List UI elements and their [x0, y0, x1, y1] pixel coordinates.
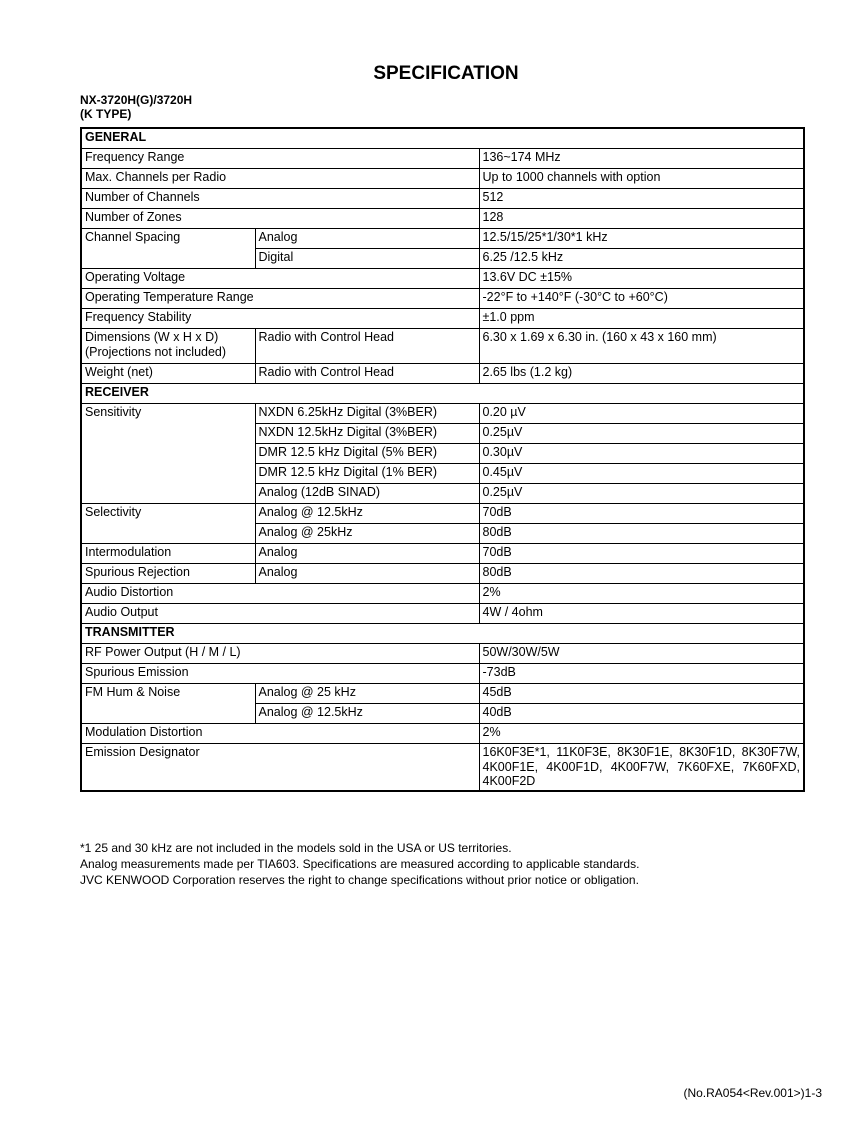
table-row: [81, 744, 804, 792]
table-row: [81, 269, 804, 289]
table-row: [81, 504, 804, 524]
table-row: [81, 644, 804, 664]
table-row: [81, 404, 804, 424]
spec-label: Spurious Rejection: [81, 564, 255, 584]
page-title: SPECIFICATION: [373, 63, 519, 84]
model-type: (K TYPE): [80, 107, 132, 121]
spec-condition: Radio with Control Head: [255, 329, 479, 364]
spec-condition: NXDN 6.25kHz Digital (3%BER): [255, 404, 479, 424]
spec-label: Audio Output: [81, 604, 479, 624]
spec-value: 2%: [479, 584, 804, 604]
spec-value: 0.45µV: [479, 464, 804, 484]
footnote: Analog measurements made per TIA603. Specifications are measured according to applicable standards.: [80, 857, 640, 871]
section-row-general: [81, 128, 804, 149]
table-row: [81, 309, 804, 329]
spec-label: FM Hum & Noise: [81, 684, 255, 724]
spec-value: Up to 1000 channels with option: [479, 169, 804, 189]
spec-condition: Analog @ 25 kHz: [255, 684, 479, 704]
specification-table: [80, 127, 805, 792]
spec-value: ±1.0 ppm: [479, 309, 804, 329]
spec-value: -22°F to +140°F (-30°C to +60°C): [479, 289, 804, 309]
spec-label: RF Power Output (H / M / L): [81, 644, 479, 664]
spec-value: 80dB: [479, 564, 804, 584]
spec-condition: Digital: [255, 249, 479, 269]
spec-value: 6.25 /12.5 kHz: [479, 249, 804, 269]
spec-value: 2.65 lbs (1.2 kg): [479, 364, 804, 384]
spec-value: 0.25µV: [479, 424, 804, 444]
table-row: [81, 724, 804, 744]
spec-value: -73dB: [479, 664, 804, 684]
table-row: [81, 289, 804, 309]
section-row-receiver: [81, 384, 804, 404]
spec-label: Spurious Emission: [81, 664, 479, 684]
spec-value: 80dB: [479, 524, 804, 544]
table-row: [81, 364, 804, 384]
spec-condition: DMR 12.5 kHz Digital (1% BER): [255, 464, 479, 484]
spec-label: Channel Spacing: [81, 229, 255, 269]
section-row-transmitter: [81, 624, 804, 644]
section-heading-general: GENERAL: [81, 128, 804, 149]
spec-condition: Analog: [255, 229, 479, 249]
spec-value: 4W / 4ohm: [479, 604, 804, 624]
spec-label: Max. Channels per Radio: [81, 169, 479, 189]
model-heading: [80, 93, 192, 121]
spec-value: 12.5/15/25*1/30*1 kHz: [479, 229, 804, 249]
table-row: [81, 189, 804, 209]
spec-condition: Radio with Control Head: [255, 364, 479, 384]
table-row: [81, 229, 804, 249]
spec-condition: Analog: [255, 544, 479, 564]
table-row: [81, 664, 804, 684]
model-name: NX-3720H(G)/3720H: [80, 93, 193, 107]
spec-label: Selectivity: [81, 504, 255, 544]
footnotes: [80, 840, 639, 888]
table-row: [81, 544, 804, 564]
table-row: [81, 564, 804, 584]
spec-condition: Analog @ 12.5kHz: [255, 704, 479, 724]
spec-label: Operating Voltage: [81, 269, 479, 289]
spec-condition: Analog (12dB SINAD): [255, 484, 479, 504]
table-row: [81, 684, 804, 704]
spec-condition: Analog @ 12.5kHz: [255, 504, 479, 524]
spec-value: 6.30 x 1.69 x 6.30 in. (160 x 43 x 160 mm): [479, 329, 804, 364]
dimensions-label: Dimensions (W x H x D): [85, 330, 219, 344]
spec-label: Frequency Stability: [81, 309, 479, 329]
spec-label: [81, 329, 255, 364]
spec-value: 2%: [479, 724, 804, 744]
spec-value: 128: [479, 209, 804, 229]
spec-label: Operating Temperature Range: [81, 289, 479, 309]
spec-value: 136~174 MHz: [479, 149, 804, 169]
spec-condition: DMR 12.5 kHz Digital (5% BER): [255, 444, 479, 464]
spec-value: 0.25µV: [479, 484, 804, 504]
spec-value: 512: [479, 189, 804, 209]
table-row: [81, 604, 804, 624]
spec-value: 50W/30W/5W: [479, 644, 804, 664]
spec-value: 13.6V DC ±15%: [479, 269, 804, 289]
section-heading-receiver: RECEIVER: [81, 384, 804, 404]
table-row: [81, 149, 804, 169]
table-row: [81, 169, 804, 189]
spec-label: Emission Designator: [81, 744, 479, 792]
spec-label: Audio Distortion: [81, 584, 479, 604]
spec-value: 70dB: [479, 504, 804, 524]
spec-label: Number of Zones: [81, 209, 479, 229]
table-row: [81, 209, 804, 229]
page-number: (No.RA054<Rev.001>)1-3: [683, 1086, 822, 1100]
footnote: JVC KENWOOD Corporation reserves the right to change specifications without prior notice or obligation.: [80, 873, 639, 887]
spec-condition: Analog @ 25kHz: [255, 524, 479, 544]
spec-label: Intermodulation: [81, 544, 255, 564]
section-heading-transmitter: TRANSMITTER: [81, 624, 804, 644]
spec-value: 40dB: [479, 704, 804, 724]
spec-condition: Analog: [255, 564, 479, 584]
spec-condition: NXDN 12.5kHz Digital (3%BER): [255, 424, 479, 444]
spec-label: Weight (net): [81, 364, 255, 384]
footnote: *1 25 and 30 kHz are not included in the models sold in the USA or US territories.: [80, 841, 512, 855]
spec-value: 45dB: [479, 684, 804, 704]
dimensions-note: (Projections not included): [85, 344, 227, 359]
table-row: [81, 329, 804, 364]
table-row: [81, 584, 804, 604]
spec-label: Frequency Range: [81, 149, 479, 169]
spec-value: 16K0F3E*1, 11K0F3E, 8K30F1E, 8K30F1D, 8K30F7W, 4K00F1E, 4K00F1D, 4K00F7W, 7K60FXE, 7K60FXD, 4K00F2D: [479, 744, 804, 792]
spec-label: Number of Channels: [81, 189, 479, 209]
spec-label: Sensitivity: [81, 404, 255, 504]
spec-value: 0.30µV: [479, 444, 804, 464]
spec-label: Modulation Distortion: [81, 724, 479, 744]
spec-value: 0.20 µV: [479, 404, 804, 424]
spec-value: 70dB: [479, 544, 804, 564]
